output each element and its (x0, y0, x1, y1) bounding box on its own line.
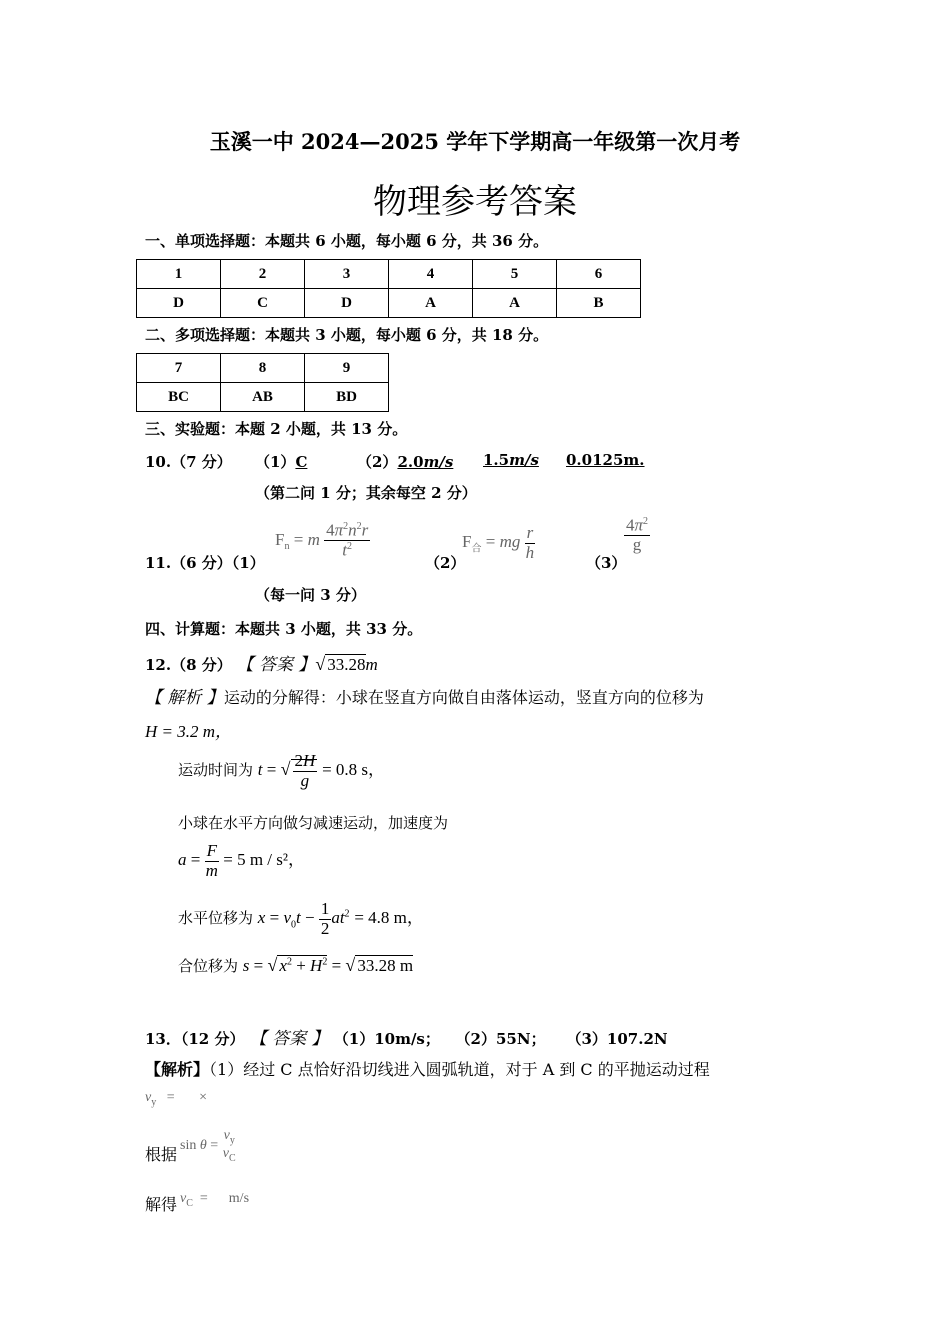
answer-cell: C (221, 289, 305, 318)
multi-choice-table (136, 353, 389, 412)
q12-line5-result: = 5 m / s²， (223, 850, 305, 870)
answer-cell: BC (137, 383, 221, 412)
q13-answer1: （1）10m/s； (333, 1030, 440, 1048)
section4-heading: 四、计算题：本题共 3 小题，共 33 分。 (145, 620, 423, 638)
q13-answer3: （3）107.2N (566, 1030, 668, 1048)
section1-heading: 一、单项选择题：本题共 6 小题，每小题 6 分，共 36 分。 (145, 232, 549, 250)
section2-heading: 二、多项选择题：本题共 3 小题，每小题 6 分，共 18 分。 (145, 326, 549, 344)
q12-answer-value: 33.28 (327, 655, 366, 674)
q12-analysis-text1: 运动的分解得：小球在竖直方向做自由落体运动，竖直方向的位移为 (223, 688, 704, 707)
q13-line3-prefix: 解得 (145, 1195, 178, 1214)
q12-line6-prefix: 水平位移为 (178, 909, 254, 928)
q12-analysis-line3: 运动时间为 t = √ $\frac{2H}{g}$ = 0.8 s， (178, 751, 386, 790)
q10-label: 10.（7 分） (145, 453, 232, 471)
single-choice-table (136, 259, 641, 318)
answer-cell: A (473, 289, 557, 318)
q10-note: （第二问 1 分；其余每空 2 分） (255, 484, 477, 502)
q11-part3-label: （3） (586, 554, 627, 572)
q10-part2-label: （2） (357, 453, 398, 471)
question-number: 8 (221, 354, 305, 383)
question-number: 6 (557, 260, 641, 289)
document-subtitle: 物理参考答案 (373, 182, 577, 222)
answer-cell: D (305, 289, 389, 318)
q12-line7-result: 33.28 m (357, 956, 414, 975)
q12-analysis-tag: 【 解析 】 (145, 688, 224, 708)
q11-label: 11.（6 分）（1） (145, 554, 265, 572)
question-number: 1 (137, 260, 221, 289)
question-number: 4 (389, 260, 473, 289)
q13-answer2: （2）55N； (455, 1030, 546, 1048)
q12-answer-unit: m (365, 655, 378, 674)
answer-cell: D (137, 289, 221, 318)
q10-answer2b (483, 451, 539, 469)
q10-answer1 (255, 451, 307, 472)
question-number: 3 (305, 260, 389, 289)
q12-analysis-line4: 小球在水平方向做匀减速运动，加速度为 (178, 814, 449, 832)
question-number: 2 (221, 260, 305, 289)
q13-answer-tag: 【 答案 】 (249, 1029, 329, 1049)
q10-part1-label: （1） (255, 453, 296, 471)
answer-cell: B (557, 289, 641, 318)
table-row (137, 354, 389, 383)
answer-cell: BD (305, 383, 389, 412)
q12-answer-line: 12.（8 分） 【 答案 】√ 33.28m (145, 654, 378, 675)
q11-note: （每一问 3 分） (255, 586, 366, 604)
q10-answer2a-unit: m/s (423, 453, 454, 471)
q12-analysis-line6: 水平位移为 $x = v_0t$ − $\frac{1}{2}$ $at^2 = 4.8$ m， (178, 899, 424, 938)
q11-formula1: $F_n = m$ $\frac{4\pi^2n^2r}{t^2}$ (275, 520, 369, 560)
answer-cell: AB (221, 383, 305, 412)
q12-analysis-line7: 合位移为 s = √ $x^2 + H^2$ = √ 33.28 m (178, 955, 414, 975)
q11-part2-label: （2） (425, 554, 466, 572)
q13-analysis-line3 (145, 1192, 177, 1215)
q12-label: 12.（8 分） (145, 656, 232, 674)
table-row (137, 289, 641, 318)
q12-analysis-line5: a = $\frac{F}{m}$ = 5 m / s²， (178, 841, 305, 880)
section3-heading: 三、实验题：本题 2 小题，共 13 分。 (145, 420, 408, 438)
q13-formula-vy: $v_y$ = × (145, 1090, 208, 1108)
q13-answer-line (145, 1024, 668, 1049)
q10-answer2b-value: 1.5 (483, 451, 510, 469)
q11-formula3: $\frac{4\pi^2}{g}$ (626, 515, 649, 555)
q12-line6-result: = 4.8 m， (354, 908, 424, 928)
question-number: 7 (137, 354, 221, 383)
q12-analysis-line2: H = 3.2 m， (145, 722, 233, 741)
q10-answer2 (357, 451, 453, 472)
q13-analysis-tag: 【解析】 (145, 1060, 210, 1079)
document-title: 玉溪一中 2024—2025 学年下学期高一年级第一次月考 (209, 129, 741, 154)
q13-label: 13．（12 分） (145, 1030, 245, 1048)
q13-formula-sin: sin θ = $v_y$ $v_C$ (180, 1128, 236, 1164)
table-row (137, 383, 389, 412)
q10-answer2c: 0.0125m. (566, 451, 645, 469)
question-number: 9 (305, 354, 389, 383)
q12-line7-prefix: 合位移为 (178, 957, 239, 975)
q13-line2-prefix: 根据 (145, 1145, 178, 1164)
q13-analysis-line2 (145, 1142, 177, 1165)
q12-line3-result: = 0.8 s， (322, 760, 386, 780)
q11-formula2: $F_合$ = mg $\frac{r}{h}$ (462, 523, 535, 562)
q13-analysis-line1 (145, 1057, 710, 1080)
answer-cell: A (389, 289, 473, 318)
q12-line3-prefix: 运动时间为 (178, 761, 254, 780)
q10-answer2a-value: 2.0 (397, 453, 424, 471)
q10-answer2b-unit: m/s (509, 451, 539, 469)
q13-formula-vc: $v_C$ = m/s (180, 1191, 250, 1209)
table-row (137, 260, 641, 289)
q12-answer-tag: 【 答案 】 (236, 655, 316, 675)
q10-answer1-value: C (295, 453, 308, 471)
question-number: 5 (473, 260, 557, 289)
q13-analysis-text1: （1）经过 C 点恰好沿切线进入圆弧轨道，对于 A 到 C 的平抛运动过程 (209, 1060, 710, 1079)
q12-analysis-line1 (145, 683, 704, 708)
